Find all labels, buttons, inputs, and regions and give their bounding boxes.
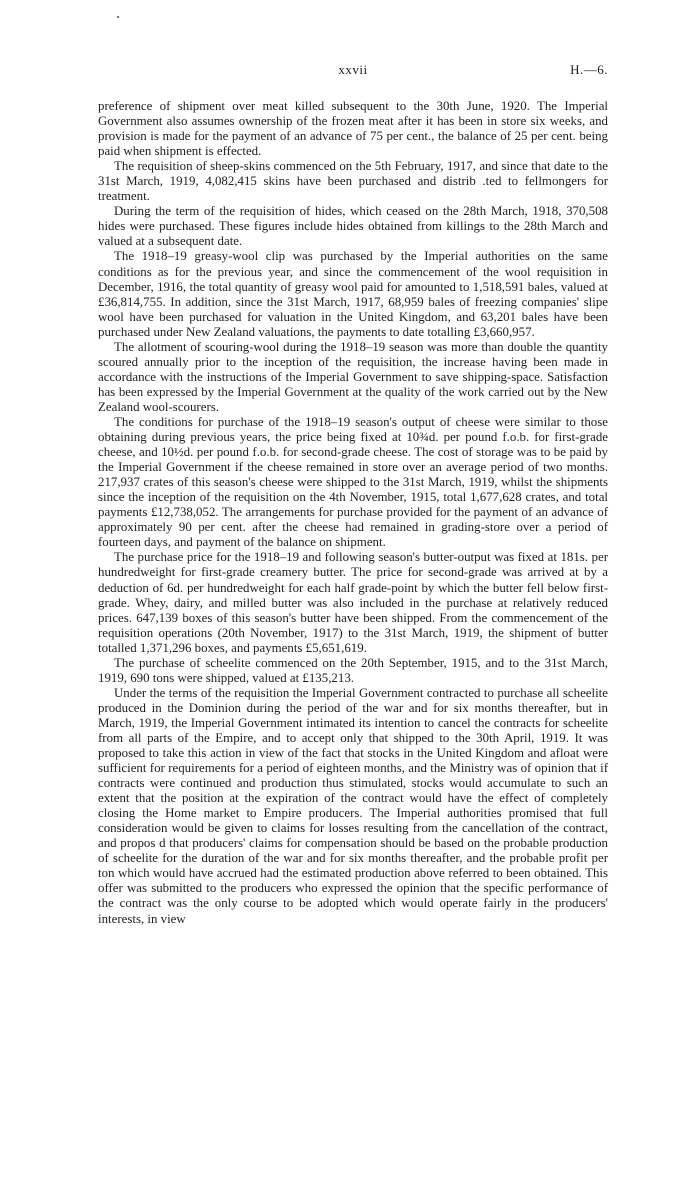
- page-header: [98, 62, 608, 82]
- paragraph-scouring-wool: The allotment of scouring-wool during the 1918–19 season was more than double the quantity scoured annually prior to the inception of the requisition, the increase having been made in accordance with the instructions of the Imperial Government to save shipping-space. Satisfaction has been expressed by the Imperial Government at the quality of the work carried out by the New Zealand wool-scourers.: [98, 339, 608, 414]
- page-number: xxvii: [338, 62, 368, 77]
- paragraph-butter: The purchase price for the 1918–19 and following season's butter-output was fixed at 181s. per hundredweight for first-grade creamery butter. The price for second-grade was arrived at by a deduction of 6d. per hundredweight for each half grade-point by which the butter fell below first-grade. Whey, dairy, and milled butter was also included in the purchase at relatively reduced prices. 647,139 boxes of this season's butter have been shipped. From the commencement of the requisition operations (20th November, 1917) to the 31st March, 1919, the shipment of butter totalled 1,371,296 boxes, and payments £5,651,619.: [98, 550, 608, 655]
- page-body: [98, 99, 608, 927]
- paragraph-greasy-wool: The 1918–19 greasy-wool clip was purchased by the Imperial authorities on the same conditions as for the previous year, and since the commencement of the wool requisition in December, 1916, the total quantity of greasy wool paid for amounted to 1,518,591 bales, valued at £36,814,755. In addition, since the 31st March, 1917, 68,959 bales of freezing companies' slipe wool have been purchased for valuation in the United Kingdom, and 63,201 bales have been purchased under New Zealand valuations, the payments to date totalling £3,660,957.: [98, 249, 608, 339]
- paragraph-cheese: The conditions for purchase of the 1918–19 season's output of cheese were similar to those obtaining during previous years, the price being fixed at 10¾d. per pound f.o.b. for first-grade cheese, and 10½d. per pound f.o.b. for second-grade cheese. The cost of storage was to be paid by the Imperial Government if the cheese remained in store over an average period of two months. 217,937 crates of this season's cheese were shipped to the 31st March, 1919, whilst the shipments since the inception of the requisition on the 4th November, 1915, total 1,677,628 crates, and total payments £12,738,052. The arrangements for purchase provided for the payment of an advance of approximately 90 per cent. after the cheese had remained in grading-store over a period of fourteen days, and payment of the balance on shipment.: [98, 414, 608, 550]
- paragraph-hides: During the term of the requisition of hides, which ceased on the 28th March, 1918, 370,508 hides were purchased. These figures include hides obtained from killings to the 28th March and valued at a subsequent date.: [98, 204, 608, 249]
- paragraph-scheelite-contract: Under the terms of the requisition the Imperial Government contracted to purchase all scheelite produced in the Dominion during the period of the war and for six months thereafter, but in March, 1919, the Imperial Government intimated its intention to cancel the contracts for scheelite from all parts of the Empire, and to accept only that shipped to the 30th April, 1919. It was proposed to take this action in view of the fact that stocks in the United Kingdom and afloat were sufficient for requirements for a period of eighteen months, and the Ministry was of opinion that if contracts were continued and production thus stimulated, stocks would accumulate to such an extent that the position at the expiration of the contract would have the effect of completely closing the Home market to Empire producers. The Imperial authorities promised that full consideration would be given to claims for losses resulting from the cancellation of the contract, and propos d that producers' claims for compensation should be based on the probable production of scheelite for the duration of the war and for six months thereafter, and the probable profit per ton which would have accrued had the estimated production above referred to been obtained. This offer was submitted to the producers who expressed the opinion that the specific performance of the contract was the only course to be adopted which would operate fairly in the producers' interests, in view: [98, 685, 608, 926]
- document-reference: H.—6.: [570, 62, 608, 77]
- paragraph-sheep-skins: The requisition of sheep-skins commenced on the 5th February, 1917, and since that date to the 31st March, 1919, 4,082,415 skins have been purchased and distrib .ted to fellmongers for treatment.: [98, 159, 608, 204]
- print-speck: [117, 16, 119, 18]
- paragraph-meat-shipment: preference of shipment over meat killed subsequent to the 30th June, 1920. The Imperial Government also assumes ownership of the frozen meat after it has been in store six weeks, and provision is made for the payment of an advance of 75 per cent., the balance of 25 per cent. being paid when shipment is effected.: [98, 99, 608, 159]
- paragraph-scheelite-purchase: The purchase of scheelite commenced on the 20th September, 1915, and to the 31st March, 1919, 690 tons were shipped, valued at £135,213.: [98, 655, 608, 685]
